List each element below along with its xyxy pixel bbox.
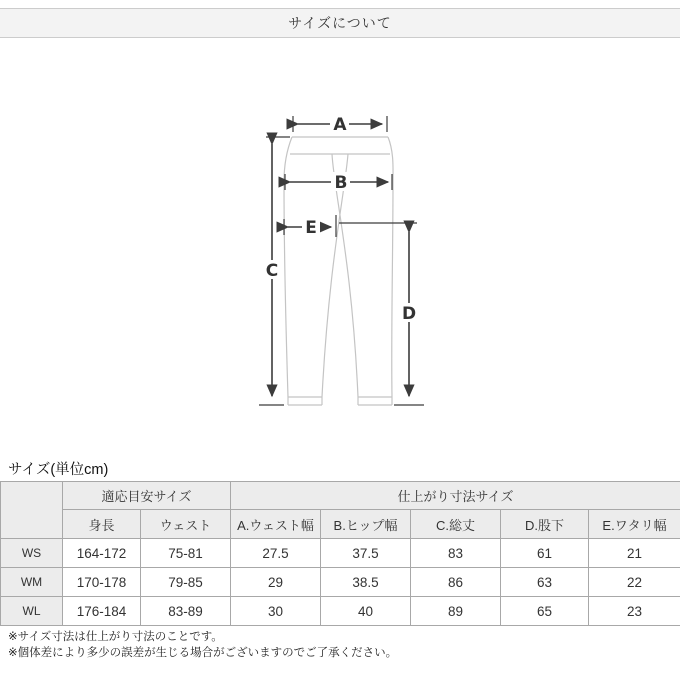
table-cell: 22 bbox=[589, 568, 680, 597]
size-label: WL bbox=[1, 597, 63, 626]
col-header-d-inseam: D.股下 bbox=[501, 510, 589, 539]
section-title: サイズについて bbox=[288, 15, 392, 31]
table-cell: 86 bbox=[411, 568, 501, 597]
table-title: サイズ(単位cm) bbox=[8, 462, 109, 478]
pants-measurement-diagram bbox=[0, 40, 680, 460]
col-header-c-total-length: C.総丈 bbox=[411, 510, 501, 539]
label-b: B bbox=[334, 173, 348, 193]
table-cell: 61 bbox=[501, 539, 589, 568]
table-cell: 40 bbox=[321, 597, 411, 626]
size-table bbox=[0, 481, 680, 626]
label-c: C bbox=[265, 261, 279, 281]
footnotes bbox=[8, 629, 397, 661]
table-cell: 27.5 bbox=[231, 539, 321, 568]
section-header bbox=[0, 8, 680, 38]
group-header-fit: 適応目安サイズ bbox=[63, 482, 231, 510]
table-cell: 65 bbox=[501, 597, 589, 626]
table-cell: 38.5 bbox=[321, 568, 411, 597]
col-header-e-thigh-width: E.ワタリ幅 bbox=[589, 510, 680, 539]
col-header-b-hip-width: B.ヒップ幅 bbox=[321, 510, 411, 539]
footnote-line: ※個体差により多少の誤差が生じる場合がございますのでご了承ください。 bbox=[8, 647, 398, 659]
label-a: A bbox=[333, 115, 347, 135]
table-cell: 79-85 bbox=[141, 568, 231, 597]
table-cell: 83-89 bbox=[141, 597, 231, 626]
label-e: E bbox=[305, 218, 317, 238]
table-row-wm bbox=[1, 568, 680, 597]
table-row-ws bbox=[1, 539, 680, 568]
col-header-height: 身長 bbox=[63, 510, 141, 539]
table-cell: 29 bbox=[231, 568, 321, 597]
table-cell: 89 bbox=[411, 597, 501, 626]
table-row-wl bbox=[1, 597, 680, 626]
table-cell: 170-178 bbox=[63, 568, 141, 597]
table-cell: 164-172 bbox=[63, 539, 141, 568]
table-cell: 37.5 bbox=[321, 539, 411, 568]
measurement-arrows bbox=[259, 116, 424, 405]
footnote-line: ※サイズ寸法は仕上がり寸法のことです。 bbox=[8, 631, 223, 643]
table-cell: 21 bbox=[589, 539, 680, 568]
table-cell: 83 bbox=[411, 539, 501, 568]
corner-cell bbox=[1, 482, 63, 539]
table-cell: 63 bbox=[501, 568, 589, 597]
table-cell: 176-184 bbox=[63, 597, 141, 626]
group-header-finished: 仕上がり寸法サイズ bbox=[231, 482, 680, 510]
right-cuff-band bbox=[358, 397, 392, 405]
label-d: D bbox=[401, 304, 417, 324]
table-cell: 75-81 bbox=[141, 539, 231, 568]
col-header-a-waist-width: A.ウェスト幅 bbox=[231, 510, 321, 539]
table-cell: 23 bbox=[589, 597, 680, 626]
left-cuff-band bbox=[288, 397, 322, 405]
size-label: WM bbox=[1, 568, 63, 597]
table-cell: 30 bbox=[231, 597, 321, 626]
col-header-waist: ウェスト bbox=[141, 510, 231, 539]
size-label: WS bbox=[1, 539, 63, 568]
